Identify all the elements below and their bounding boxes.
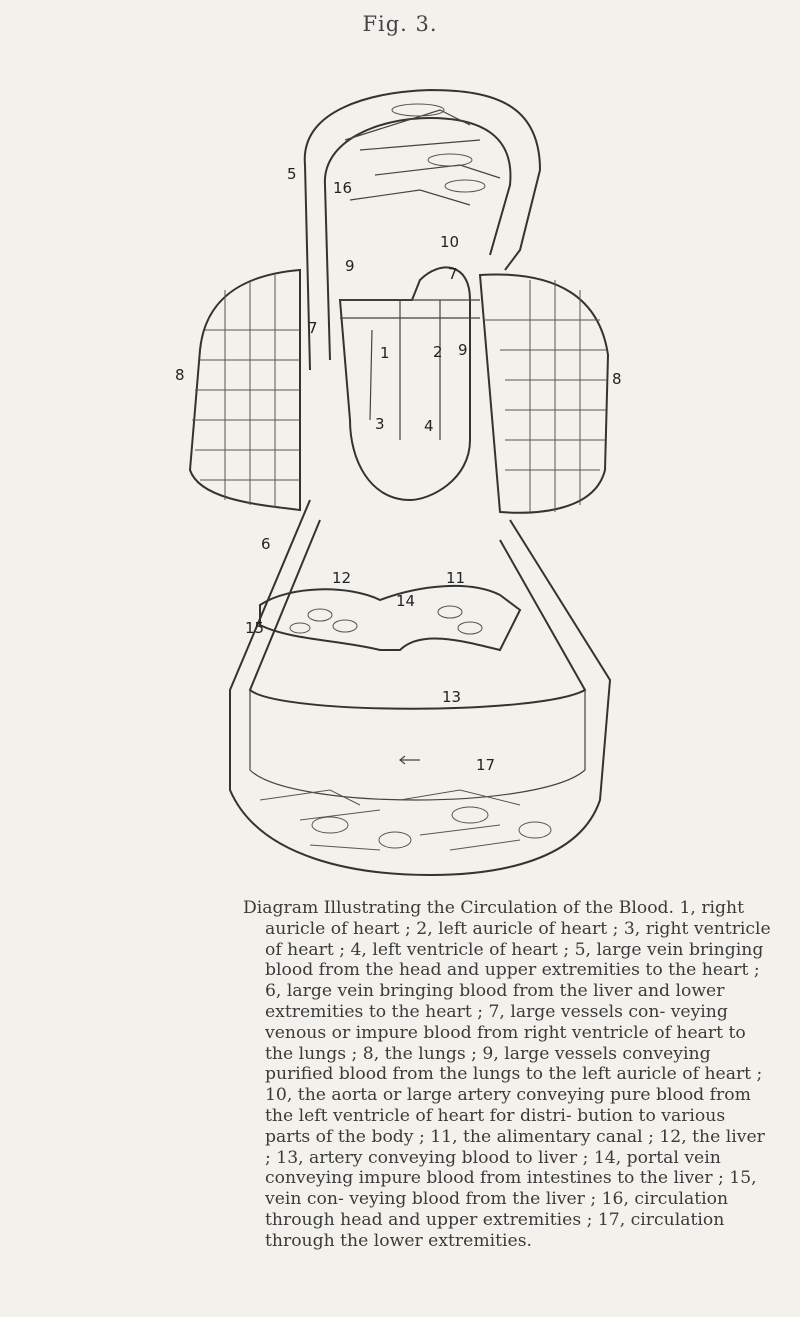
label-10: 10 xyxy=(440,233,460,251)
label-16: 16 xyxy=(333,179,353,197)
heart xyxy=(340,267,480,500)
label-1: 1 xyxy=(380,344,390,362)
label-8a: 8 xyxy=(175,366,185,384)
label-4: 4 xyxy=(424,417,434,435)
label-15: 15 xyxy=(245,619,265,637)
label-9b: 9 xyxy=(458,341,468,359)
right-lung xyxy=(480,274,608,512)
lower-capillaries xyxy=(260,756,551,850)
label-3: 3 xyxy=(375,415,385,433)
label-9a: 9 xyxy=(345,257,355,275)
label-14: 14 xyxy=(396,592,416,610)
label-7a: 7 xyxy=(448,265,458,283)
liver-region xyxy=(260,586,520,650)
figure-label: Fig. 3. xyxy=(362,12,438,36)
label-12: 12 xyxy=(332,569,352,587)
label-5: 5 xyxy=(287,165,297,183)
label-11: 11 xyxy=(446,569,466,587)
label-6: 6 xyxy=(261,535,271,553)
label-8b: 8 xyxy=(612,370,622,388)
left-lung xyxy=(190,270,300,510)
body-trunk xyxy=(230,500,610,875)
label-13: 13 xyxy=(442,688,462,706)
figure-caption: Diagram Illustrating the Circulation of the Blood. 1, right auricle of heart ; 2, left auricle of heart ; 3, right ventricle of heart ; 4, left ventricle of heart ; 5, large vein bringing blood from the head and upper extremities to the heart ; 6, large vein bringing blood from the liver and lower extremities to the heart ; 7, large vessels con- veying venous or impure blood from right ventricle of heart to the lungs ; 8, the lungs ; 9, large vessels conveying purified blood from the lungs to the left auricle of heart ; 10, the aorta or large artery conveying pure blood from the left ventricle of heart for distri- bution to various parts of the body ; 11, the alimentary canal ; 12, the liver ; 13, artery conveying blood to liver ; 14, portal vein conveying impure blood from intestines to the liver ; 15, vein con- veying blood from the liver ; 16, circulation through head and upper extremities ; 17, circulation through the lower extremities. xyxy=(243,898,771,1251)
head-circulation xyxy=(305,90,540,370)
label-17: 17 xyxy=(476,756,496,774)
label-2: 2 xyxy=(433,343,443,361)
label-7b: 7 xyxy=(308,319,318,337)
